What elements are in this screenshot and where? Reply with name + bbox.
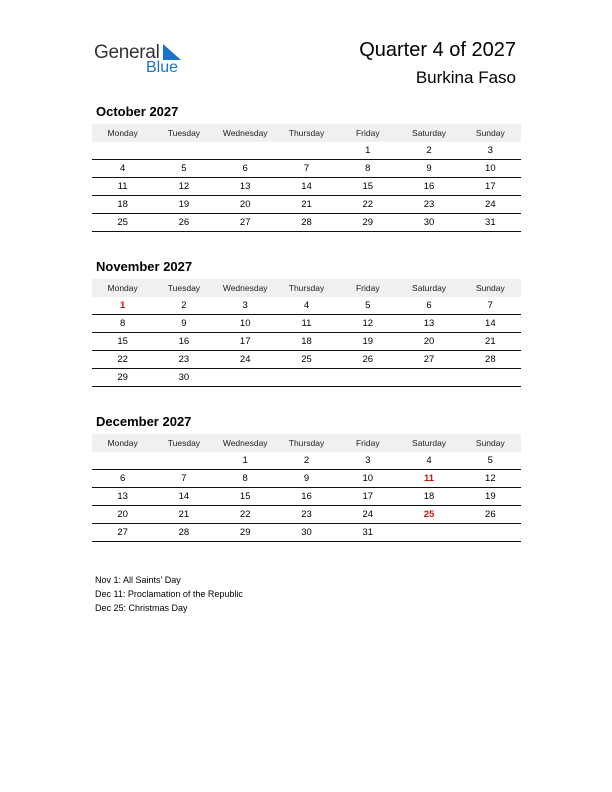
logo: [94, 40, 194, 80]
day-cell: 26: [362, 354, 374, 365]
day-cell: 18: [423, 491, 435, 502]
week-row: [92, 351, 521, 369]
month-november: [92, 259, 521, 387]
day-cell: 6: [242, 163, 248, 174]
weekday-label: Saturday: [412, 438, 447, 448]
day-cell: 10: [485, 163, 496, 174]
day-cell: 24: [239, 354, 251, 365]
day-cell: 26: [178, 217, 190, 228]
day-cell: 20: [117, 509, 128, 520]
day-cell: 21: [178, 509, 190, 520]
day-cell: 11: [424, 473, 435, 484]
day-cell: 1: [365, 145, 371, 156]
week-row: [92, 369, 521, 387]
weekday-label: Friday: [355, 283, 380, 293]
day-cell: 5: [487, 455, 493, 466]
holiday-note: Dec 11: Proclamation of the Republic: [95, 589, 243, 599]
day-cell: 25: [301, 354, 312, 365]
month-title: November 2027: [96, 259, 193, 274]
weekday-label: Monday: [107, 438, 138, 448]
week-row: [92, 452, 521, 470]
day-cell: 2: [426, 145, 432, 156]
weekday-label: Saturday: [412, 283, 447, 293]
weekday-label: Sunday: [475, 128, 505, 138]
page-title: Quarter 4 of 2027: [359, 39, 516, 61]
day-cell: 19: [485, 491, 496, 502]
logo-triangle-icon: [161, 44, 181, 60]
weekday-label: Wednesday: [222, 128, 268, 138]
day-cell: 15: [117, 336, 128, 347]
month-title: December 2027: [96, 414, 192, 429]
day-cell: 11: [301, 318, 312, 329]
weekday-header: [92, 279, 521, 297]
day-cell: 21: [301, 199, 312, 210]
weekday-header: [92, 124, 521, 142]
day-cell: 24: [485, 199, 496, 210]
day-cell: 29: [362, 217, 374, 228]
holiday-note: Dec 25: Christmas Day: [95, 603, 188, 613]
day-cell: 3: [487, 145, 493, 156]
day-cell: 30: [178, 372, 190, 383]
day-cell: 12: [485, 473, 496, 484]
day-cell: 7: [303, 163, 310, 174]
weekday-label: Tuesday: [167, 283, 201, 293]
weekday-label: Monday: [107, 128, 138, 138]
day-cell: 10: [362, 473, 374, 484]
week-row: [92, 333, 521, 351]
weekday-label: Thursday: [288, 128, 325, 138]
month-december: [92, 414, 521, 542]
day-cell: 4: [426, 455, 432, 466]
day-cell: 28: [301, 217, 312, 228]
day-cell: 31: [485, 217, 496, 228]
weekday-label: Thursday: [288, 283, 325, 293]
weekday-label: Tuesday: [167, 128, 201, 138]
weekday-label: Thursday: [288, 438, 325, 448]
weekday-label: Sunday: [475, 438, 505, 448]
day-cell: 16: [178, 336, 190, 347]
day-cell: 17: [362, 491, 374, 502]
day-cell: 14: [485, 318, 496, 329]
day-cell: 18: [301, 336, 312, 347]
day-cell: 14: [301, 181, 312, 192]
day-cell: 13: [239, 181, 251, 192]
day-cell: 28: [485, 354, 496, 365]
day-cell: 15: [239, 491, 251, 502]
day-cell: 16: [423, 181, 435, 192]
day-cell: 16: [301, 491, 312, 502]
day-cell: 1: [119, 300, 126, 311]
day-cell: 12: [362, 318, 374, 329]
week-row: [92, 160, 521, 178]
day-cell: 2: [181, 300, 187, 311]
day-cell: 7: [487, 300, 493, 311]
day-cell: 12: [178, 181, 190, 192]
day-cell: 19: [362, 336, 374, 347]
day-cell: 1: [242, 455, 248, 466]
weekday-label: Tuesday: [167, 438, 201, 448]
holiday-note: Nov 1: All Saints’ Day: [95, 575, 181, 585]
week-row: [92, 214, 521, 232]
week-row: [92, 524, 521, 542]
day-cell: 19: [178, 199, 190, 210]
weekday-label: Monday: [107, 283, 138, 293]
day-cell: 17: [239, 336, 251, 347]
day-cell: 20: [239, 199, 251, 210]
day-cell: 22: [117, 354, 128, 365]
weekday-label: Sunday: [475, 283, 505, 293]
day-cell: 20: [423, 336, 435, 347]
day-cell: 11: [117, 181, 128, 192]
day-cell: 28: [178, 527, 190, 538]
day-cell: 13: [423, 318, 435, 329]
day-cell: 25: [423, 509, 435, 520]
logo-blue-text: Blue: [146, 59, 179, 76]
day-cell: 9: [181, 318, 187, 329]
holiday-notes: [95, 573, 243, 615]
week-row: [92, 196, 521, 214]
month-title: October 2027: [96, 104, 179, 119]
day-cell: 14: [178, 491, 190, 502]
day-cell: 22: [362, 199, 374, 210]
day-cell: 29: [117, 372, 128, 383]
logo-general-text: General: [94, 42, 160, 63]
day-cell: 5: [365, 300, 371, 311]
week-row: [92, 506, 521, 524]
week-row: [92, 142, 521, 160]
day-cell: 23: [301, 509, 312, 520]
day-cell: 27: [239, 217, 251, 228]
day-cell: 18: [117, 199, 128, 210]
weekday-label: Wednesday: [222, 283, 268, 293]
day-cell: 25: [117, 217, 128, 228]
day-cell: 7: [181, 473, 187, 484]
day-cell: 9: [303, 473, 310, 484]
day-cell: 23: [178, 354, 190, 365]
day-cell: 21: [485, 336, 496, 347]
day-cell: 2: [303, 455, 310, 466]
day-cell: 5: [181, 163, 187, 174]
weekday-label: Friday: [355, 128, 380, 138]
week-row: [92, 178, 521, 196]
page-subtitle: Burkina Faso: [415, 68, 516, 87]
day-cell: 26: [485, 509, 496, 520]
weekday-label: Friday: [355, 438, 380, 448]
day-cell: 31: [362, 527, 374, 538]
weekday-label: Wednesday: [222, 438, 268, 448]
day-cell: 23: [423, 199, 435, 210]
week-row: [92, 297, 521, 315]
day-cell: 10: [239, 318, 251, 329]
day-cell: 30: [423, 217, 435, 228]
day-cell: 6: [426, 300, 432, 311]
day-cell: 4: [303, 300, 310, 311]
day-cell: 4: [119, 163, 126, 174]
day-cell: 8: [365, 163, 371, 174]
day-cell: 29: [239, 527, 251, 538]
weekday-label: Saturday: [412, 128, 447, 138]
day-cell: 27: [117, 527, 128, 538]
weekday-header: [92, 434, 521, 452]
day-cell: 15: [362, 181, 374, 192]
day-cell: 9: [426, 163, 432, 174]
day-cell: 8: [119, 318, 126, 329]
week-row: [92, 470, 521, 488]
week-row: [92, 488, 521, 506]
day-cell: 24: [362, 509, 374, 520]
week-row: [92, 315, 521, 333]
day-cell: 22: [239, 509, 251, 520]
day-cell: 27: [423, 354, 435, 365]
day-cell: 3: [242, 300, 248, 311]
day-cell: 3: [365, 455, 371, 466]
day-cell: 30: [301, 527, 312, 538]
day-cell: 17: [485, 181, 496, 192]
day-cell: 8: [242, 473, 248, 484]
month-october: [92, 104, 521, 232]
day-cell: 13: [117, 491, 128, 502]
day-cell: 6: [119, 473, 126, 484]
